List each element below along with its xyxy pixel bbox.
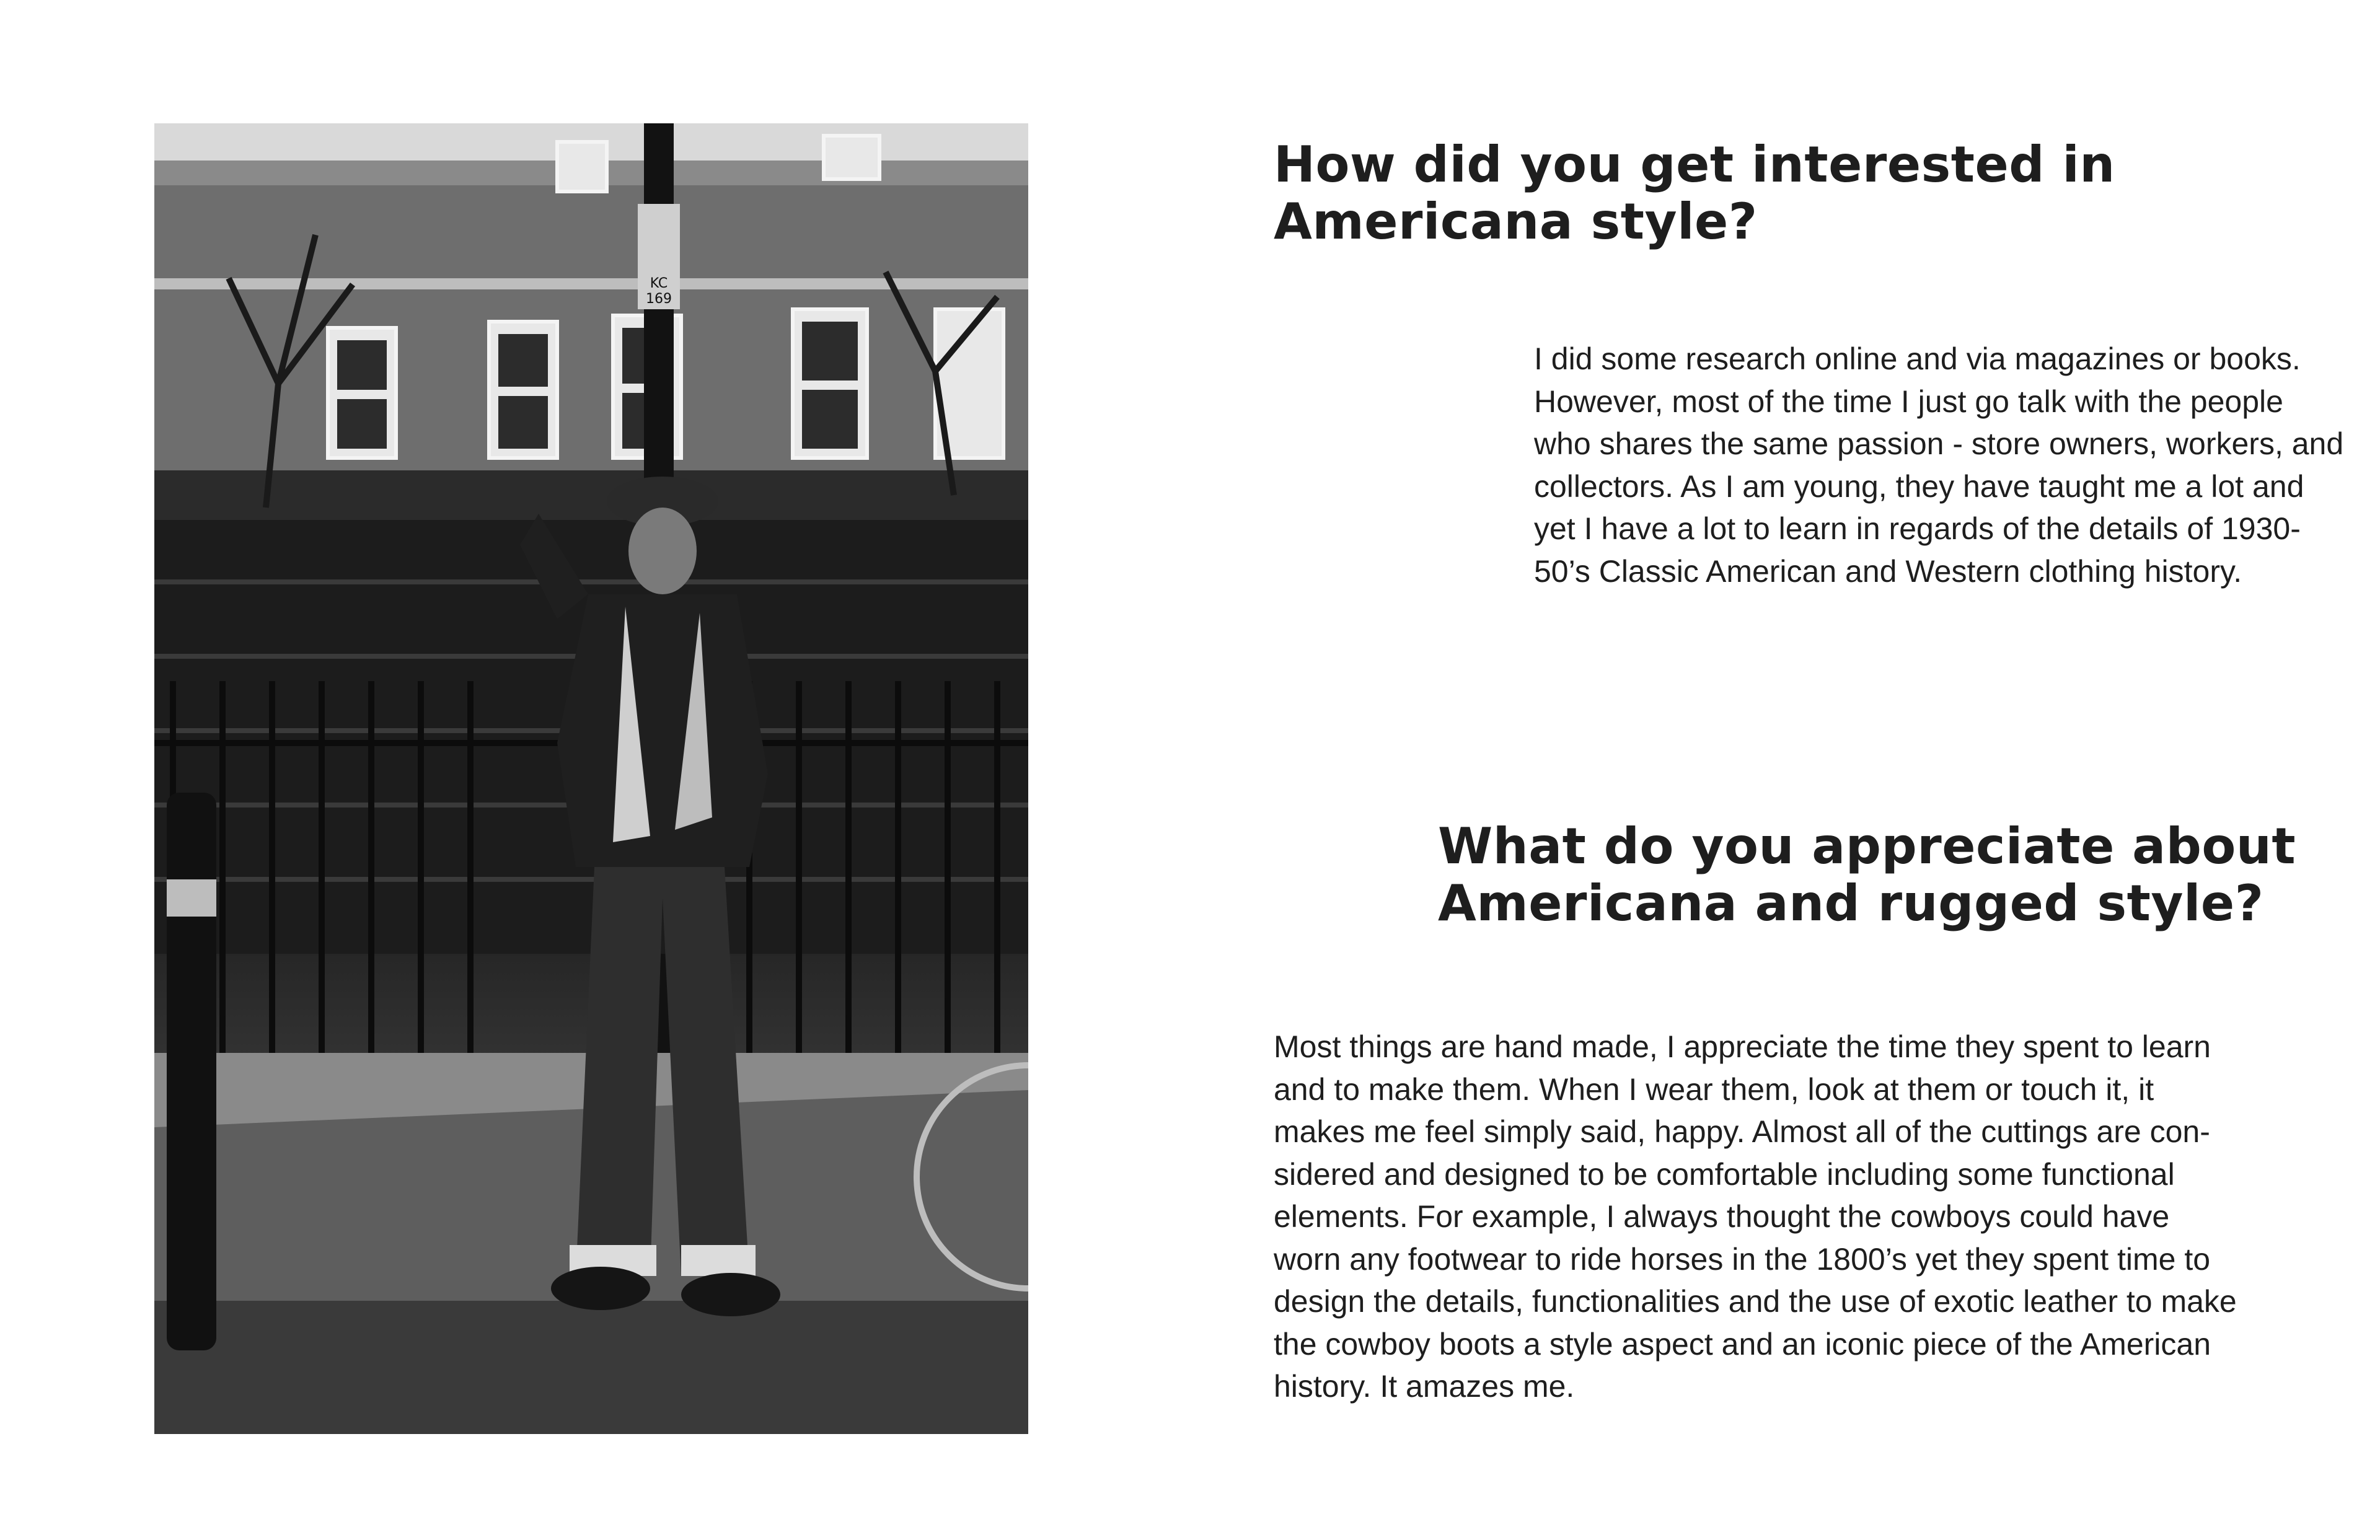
question-1-line-1: How did you get interested in — [1274, 136, 2115, 193]
answer-2-line: sidered and designed to be comfortable including some functional — [1274, 1156, 2175, 1192]
answer-2-line: and to make them. When I wear them, look at them or touch it, it — [1274, 1071, 2154, 1107]
answer-1-line: 50’s Classic American and Western clothing history. — [1534, 553, 2242, 589]
answer-2-line: history. It amazes me. — [1274, 1369, 1575, 1404]
answer-1-line: collectors. As I am young, they have taught me a lot and — [1534, 469, 2304, 504]
photo-illustration — [154, 123, 1028, 1434]
sign-text-1: KC — [650, 276, 668, 291]
answer-2-line: the cowboy boots a style aspect and an iconic piece of the American — [1274, 1326, 2211, 1362]
answer-1-line: yet I have a lot to learn in regards of the details of 1930- — [1534, 511, 2301, 546]
answer-2-line: makes me feel simply said, happy. Almost all of the cuttings are con- — [1274, 1114, 2210, 1149]
question-2-line-2: Americana and rugged style? — [1438, 874, 2264, 932]
answer-2-line: Most things are hand made, I appreciate the time they spent to learn — [1274, 1029, 2211, 1064]
answer-paragraph-1 — [1534, 338, 2346, 592]
answer-paragraph-2 — [1274, 1026, 2241, 1408]
portrait-photo — [154, 123, 1028, 1434]
answer-1-line: who shares the same passion - store owners, workers, and — [1534, 426, 2344, 461]
answer-1-line: I did some research online and via magazines or books. — [1534, 341, 2301, 376]
building-facade — [154, 161, 1028, 508]
question-2-line-1: What do you appreciate about — [1438, 817, 2296, 875]
answer-2-line: design the details, functionalities and the use of exotic leather to make — [1274, 1284, 2237, 1319]
answer-2-line: elements. For example, I always thought the cowboys could have — [1274, 1199, 2170, 1234]
question-heading-1 — [1274, 136, 2203, 250]
question-1-line-2: Americana style? — [1274, 193, 1758, 250]
answer-1-line: However, most of the time I just go talk with the people — [1534, 384, 2283, 419]
answer-2-line: worn any footwear to ride horses in the 1800’s yet they spent time to — [1274, 1241, 2211, 1277]
question-heading-2 — [1438, 818, 2306, 932]
sign-text-2: 169 — [646, 291, 672, 307]
